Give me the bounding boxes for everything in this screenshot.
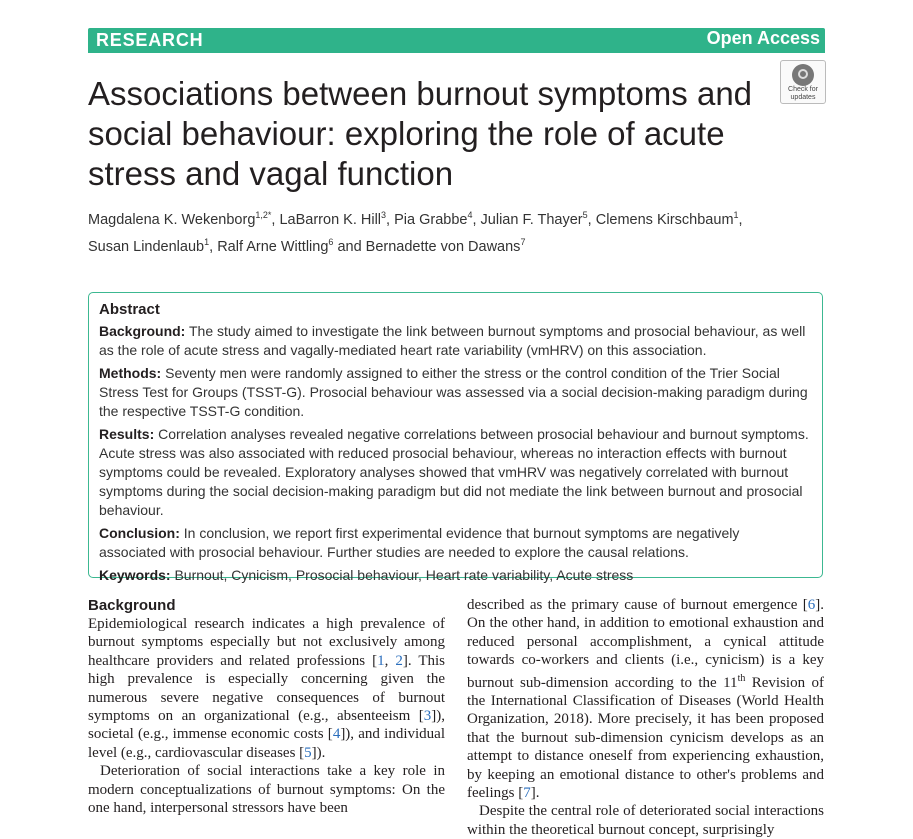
body-text: ]. — [530, 785, 540, 802]
body-text: ]). — [311, 744, 326, 761]
body-text: ]), and individual level (e.g., cardiovascular diseases [ — [88, 726, 445, 761]
author-name[interactable]: LaBarron K. Hill — [279, 211, 382, 228]
citation-link[interactable]: 4 — [332, 726, 341, 743]
article-type-label: RESEARCH — [96, 30, 204, 50]
body-text: Epidemiological research indicates a high prevalence of burnout symptoms especially but not exclusively among healthcare providers and related professions [ — [88, 616, 445, 669]
abstract-section-text: Correlation analyses revealed negative correlations between prosocial behaviour and burnout symptoms. Acute stress was also associated with reduced prosocial behaviour, whereas no interaction effects with burnout symptoms could be revealed. Exploratory analyses showed that vmHRV was negatively correlated with burnout symptoms during the social decision-making paradigm but did not mediate the link between burnout and prosocial behaviour. — [99, 426, 809, 518]
author-affiliation: 3 — [381, 210, 387, 220]
abstract-section-text: The study aimed to investigate the link between burnout symptoms and prosocial behaviour, as well as the role of acute stress and vagally-mediated heart rate variability (vmHRV) on this association. — [99, 323, 806, 358]
author-name[interactable]: Clemens Kirschbaum — [595, 211, 734, 228]
author-affiliation: 6 — [328, 236, 334, 247]
citation-link[interactable]: 6 — [807, 597, 816, 613]
body-text: ]. This high prevalence is especially concerning given the numerous severe negative consequences of burnout symptoms on an organizational (e.g., absenteeism [ — [88, 652, 445, 725]
abstract-section-label: Keywords: — [99, 567, 171, 583]
body-paragraph — [467, 596, 824, 802]
author-affiliation: 1 — [733, 210, 739, 220]
body-column-left — [88, 596, 445, 817]
author-affiliation: 1 — [204, 236, 210, 247]
abstract-section — [99, 566, 810, 585]
body-text: Revision of the International Classification of Diseases (World Health Organization, 2018). More precisely, it has been proposed that the burnout sub-dimension cynicism develops as an attempt to distance oneself from experiencing exhaustion, by keeping an emotional distance to other's problems and feelings [ — [467, 674, 824, 802]
abstract-section — [99, 425, 810, 520]
abstract-section-label: Conclusion: — [99, 525, 180, 541]
author-name[interactable]: Susan Lindenlaub — [88, 238, 205, 255]
author-name[interactable]: Bernadette von Dawans — [365, 238, 521, 255]
open-access-label: Open Access — [706, 28, 820, 48]
ordinal-superscript: th — [737, 672, 746, 684]
abstract-section-label: Methods: — [99, 365, 162, 381]
author-affiliation: 1,2* — [255, 210, 272, 220]
author-name[interactable]: Magdalena K. Wekenborg — [88, 211, 256, 228]
body-paragraph: Despite the central role of deteriorated social interactions within the theoretical burnout concept, surprisingly — [467, 803, 824, 838]
body-column-right — [467, 596, 824, 839]
body-text: , — [384, 652, 396, 669]
abstract-section — [99, 364, 810, 421]
check-updates-text-2: updates — [790, 94, 816, 101]
abstract-section-text: In conclusion, we report first experimental evidence that burnout symptoms are negatively associated with prosocial behaviour. Further studies are needed to explore the causal relations. — [99, 525, 740, 560]
author-conjunction: and — [333, 238, 366, 255]
citation-link[interactable]: 5 — [304, 744, 312, 761]
author-name[interactable]: Pia Grabbe — [394, 211, 468, 228]
abstract-sections — [99, 322, 810, 585]
abstract-section-text: Burnout, Cynicism, Prosocial behaviour, Heart rate variability, Acute stress — [170, 567, 634, 583]
citation-link[interactable]: 1 — [377, 652, 385, 669]
article-title: Associations between burnout symptoms and social behaviour: exploring the role of acute stress and vagal function — [88, 75, 753, 192]
check-updates-icon — [792, 64, 814, 86]
abstract-section-text: Seventy men were randomly assigned to either the stress or the control condition of the Trier Social Stress Test for Groups (TSST-G). Prosocial behaviour was assessed via a social decision-making paradigm during the respective TSST-G condition. — [99, 365, 808, 419]
author-name[interactable]: Ralf Arne Wittling — [217, 238, 329, 255]
body-paragraph: Deterioration of social interactions take a key role in modern conceptualizations of burnout symptoms: On the one hand, interpersonal stressors have been — [88, 763, 445, 817]
body-text: described as the primary cause of burnout emergence [ — [467, 597, 808, 613]
body-paragraph — [88, 615, 445, 762]
abstract-box — [88, 292, 823, 583]
author-affiliation: 4 — [467, 210, 473, 220]
author-affiliation: 5 — [582, 210, 588, 220]
section-heading-background: Background — [88, 597, 176, 614]
check-updates-text-1: Check for — [788, 86, 818, 93]
author-affiliation: 7 — [520, 236, 526, 247]
article-type-banner — [88, 28, 825, 53]
citation-link[interactable]: 2 — [395, 652, 403, 669]
abstract-section-label: Background: — [99, 323, 186, 339]
author-list: Magdalena K. Wekenborg$^{1,2*}$, LaBarron K. Hill$^3$, Pia Grabbe$^4$, Julian F. Thayer$^5$, Clemens Kirschbaum$^1$, Susan Lindenlaub$^1$, Ralf Arne Wittling$^6$ and Bernadette von Dawans$^7$ — [88, 210, 743, 255]
citation-link[interactable]: 3 — [423, 708, 432, 725]
author-name[interactable]: Julian F. Thayer — [480, 211, 583, 228]
abstract-section — [99, 524, 810, 562]
body-text: ]. On the other hand, in addition to emotional exhaustion and reduced personal accomplishment, a cynical attitude towards co-workers and clients (i.e., cynicism) is a key burnout sub-dimension according to the 11 — [467, 597, 824, 691]
citation-link[interactable]: 7 — [523, 785, 531, 802]
abstract-heading: Abstract — [99, 301, 160, 318]
abstract-section-label: Results: — [99, 426, 155, 442]
body-text: ]), societal (e.g., immense economic costs [ — [88, 708, 445, 743]
abstract-section — [99, 322, 810, 360]
